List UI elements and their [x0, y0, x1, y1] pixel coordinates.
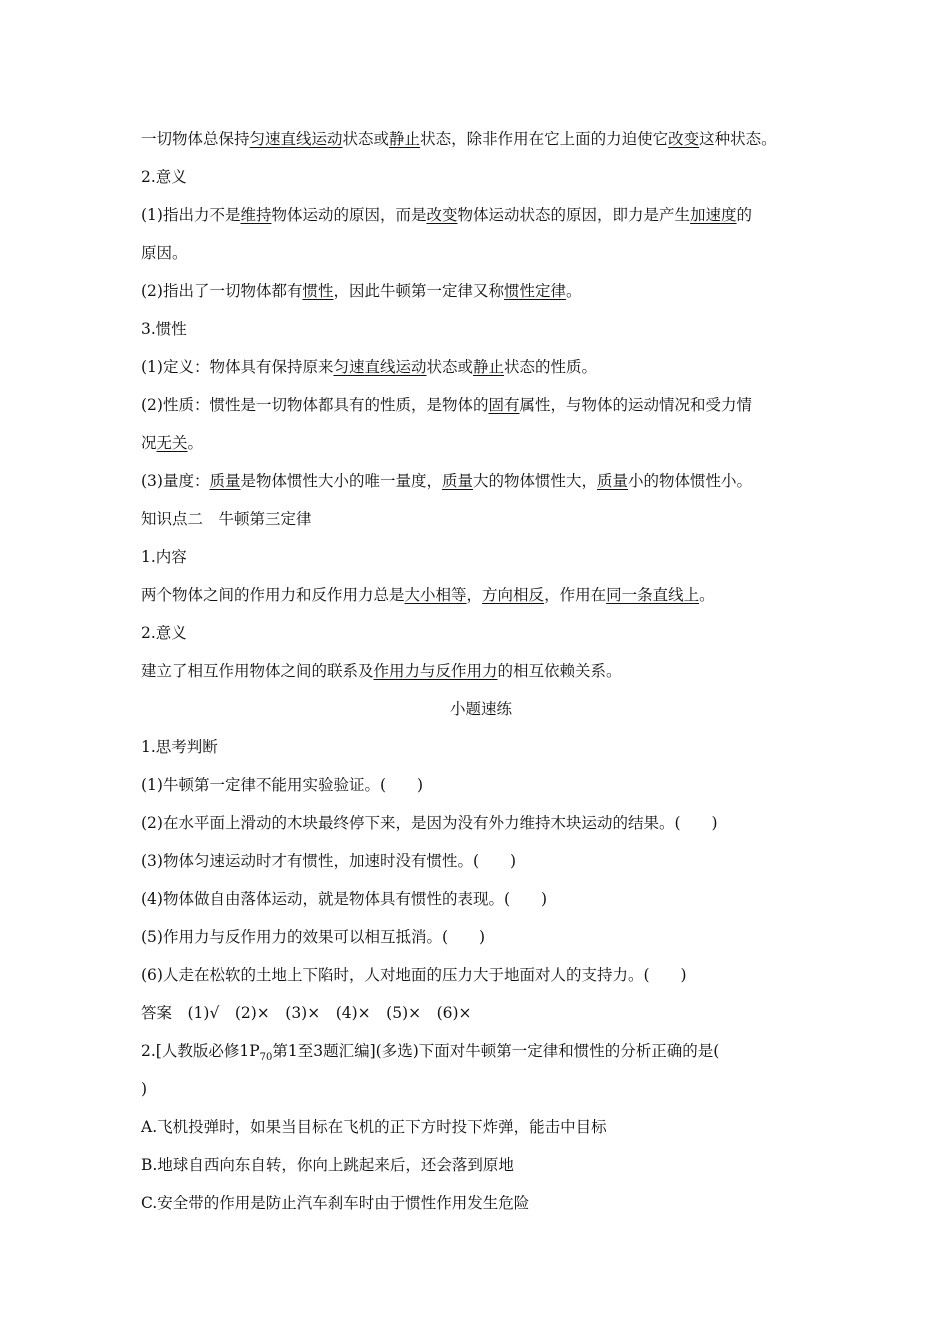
- text-run: 答案 (1)√ (2)× (3)× (4)× (5)× (6)×: [141, 1004, 472, 1022]
- text-line-l14: [141, 618, 821, 656]
- text-run: 知识点二 牛顿第三定律: [141, 510, 312, 528]
- text-run: 物体运动的原因，而是: [271, 206, 427, 224]
- text-run: 的: [736, 206, 753, 224]
- text-run: 1.内容: [141, 548, 187, 566]
- underlined-answer: 大小相等: [404, 586, 467, 604]
- text-line-l18: [141, 770, 821, 808]
- text-run: 这种状态。: [699, 130, 777, 148]
- text-run: 小题速练: [449, 700, 512, 718]
- text-line-l29: [141, 1188, 821, 1226]
- text-line-l6: [141, 314, 821, 352]
- underlined-answer: 质量: [597, 472, 629, 490]
- text-line-l21: [141, 884, 821, 922]
- text-run: 2.意义: [141, 168, 187, 186]
- text-run: 原因。: [141, 244, 188, 262]
- text-line-l5: [141, 276, 821, 314]
- text-run: 3.惯性: [141, 320, 187, 338]
- text-run: (2)在水平面上滑动的木块最终停下来，是因为没有外力维持木块运动的结果。( ): [141, 814, 718, 832]
- text-line-l19: [141, 808, 821, 846]
- text-line-l7: [141, 352, 821, 390]
- text-line-l10: [141, 466, 821, 504]
- text-line-l4: [141, 238, 821, 276]
- text-line-l20: [141, 846, 821, 884]
- text-line-l23: [141, 960, 821, 998]
- underlined-answer: 方向相反: [482, 586, 545, 604]
- text-run: 物体运动状态的原因，即力是产生: [457, 206, 691, 224]
- text-run: ，因此牛顿第一定律又称: [333, 282, 504, 300]
- text-run: C.安全带的作用是防止汽车刹车时由于惯性作用发生危险: [141, 1194, 530, 1212]
- underlined-answer: 固有: [488, 396, 520, 414]
- underlined-answer: 改变: [668, 130, 700, 148]
- text-line-l28: [141, 1150, 821, 1188]
- underlined-answer: 同一条直线上: [606, 586, 700, 604]
- text-line-l26: [141, 1074, 821, 1112]
- text-line-l3: [141, 200, 821, 238]
- text-line-l12: [141, 542, 821, 580]
- text-run: 大的物体惯性大，: [473, 472, 598, 490]
- text-run: A.飞机投弹时，如果当目标在飞机的正下方时投下炸弹，能击中目标: [141, 1118, 607, 1136]
- text-run: (5)作用力与反作用力的效果可以相互抵消。( ): [141, 928, 486, 946]
- underlined-answer: 维持: [240, 206, 272, 224]
- text-run: 小的物体惯性小。: [628, 472, 753, 490]
- underlined-answer: 匀速直线运动: [249, 130, 343, 148]
- text-run: ，作用在: [544, 586, 607, 604]
- underlined-answer: 惯性定律: [504, 282, 567, 300]
- text-run: 两个物体之间的作用力和反作用力总是: [141, 586, 405, 604]
- underlined-answer: 作用力与反作用力: [373, 662, 498, 680]
- document-body: [141, 124, 821, 1226]
- text-run: 。: [566, 282, 582, 300]
- text-run: 状态或: [342, 130, 390, 148]
- text-run: B.地球自西向东自转，你向上跳起来后，还会落到原地: [141, 1156, 514, 1174]
- text-run: ，: [466, 586, 483, 604]
- text-run: 状态，除非作用在它上面的力迫使它: [420, 130, 669, 148]
- text-line-l11: [141, 504, 821, 542]
- text-line-l27: [141, 1112, 821, 1150]
- text-line-l15: [141, 656, 821, 694]
- text-run: (4)物体做自由落体运动，就是物体具有惯性的表现。( ): [141, 890, 548, 908]
- underlined-answer: 匀速直线运动: [333, 358, 427, 376]
- text-run: 。: [699, 586, 715, 604]
- text-run: ): [141, 1080, 148, 1098]
- underlined-answer: 质量: [209, 472, 241, 490]
- text-run: 状态的性质。: [504, 358, 598, 376]
- text-line-l24: [141, 998, 821, 1036]
- text-run: 属性，与物体的运动情况和受力情: [519, 396, 752, 414]
- text-run: (1)定义：物体具有保持原来: [141, 358, 334, 376]
- text-run: 况: [141, 434, 157, 452]
- underlined-answer: 静止: [473, 358, 505, 376]
- underlined-answer: 惯性: [302, 282, 334, 300]
- text-run: (3)量度：: [141, 472, 210, 490]
- text-run: (2)指出了一切物体都有: [141, 282, 303, 300]
- text-run: 2.意义: [141, 624, 187, 642]
- text-run: (1)牛顿第一定律不能用实验验证。( ): [141, 776, 424, 794]
- text-run: (6)人走在松软的土地上下陷时，人对地面的压力大于地面对人的支持力。( ): [141, 966, 687, 984]
- underlined-answer: 质量: [442, 472, 474, 490]
- text-line-l9: [141, 428, 821, 466]
- text-run: 2.[人教版必修1P: [141, 1042, 260, 1060]
- text-line-l25: [141, 1036, 821, 1074]
- text-run: 是物体惯性大小的唯一量度，: [240, 472, 442, 490]
- text-run: 第1至3题汇编](多选)下面对牛顿第一定律和惯性的分析正确的是(: [272, 1042, 720, 1060]
- text-run: 状态或: [426, 358, 473, 376]
- text-run: (2)性质：惯性是一切物体都具有的性质，是物体的: [141, 396, 489, 414]
- text-line-l13: [141, 580, 821, 618]
- text-line-l22: [141, 922, 821, 960]
- text-line-l16: [141, 694, 821, 732]
- text-run: 建立了相互作用物体之间的联系及: [141, 662, 374, 680]
- text-line-l2: [141, 162, 821, 200]
- underlined-answer: 加速度: [690, 206, 737, 224]
- text-run: 。: [187, 434, 204, 452]
- text-line-l8: [141, 390, 821, 428]
- text-run: 1.思考判断: [141, 738, 218, 756]
- subscript: 70: [259, 1052, 273, 1064]
- text-line-l17: [141, 732, 821, 770]
- text-run: (1)指出力不是: [141, 206, 241, 224]
- underlined-answer: 无关: [156, 434, 188, 452]
- text-run: (3)物体匀速运动时才有惯性，加速时没有惯性。( ): [141, 852, 517, 870]
- text-run: 一切物体总保持: [141, 130, 250, 148]
- underlined-answer: 静止: [389, 130, 421, 148]
- text-line-l1: [141, 124, 821, 162]
- underlined-answer: 改变: [426, 206, 458, 224]
- text-run: 的相互依赖关系。: [497, 662, 622, 680]
